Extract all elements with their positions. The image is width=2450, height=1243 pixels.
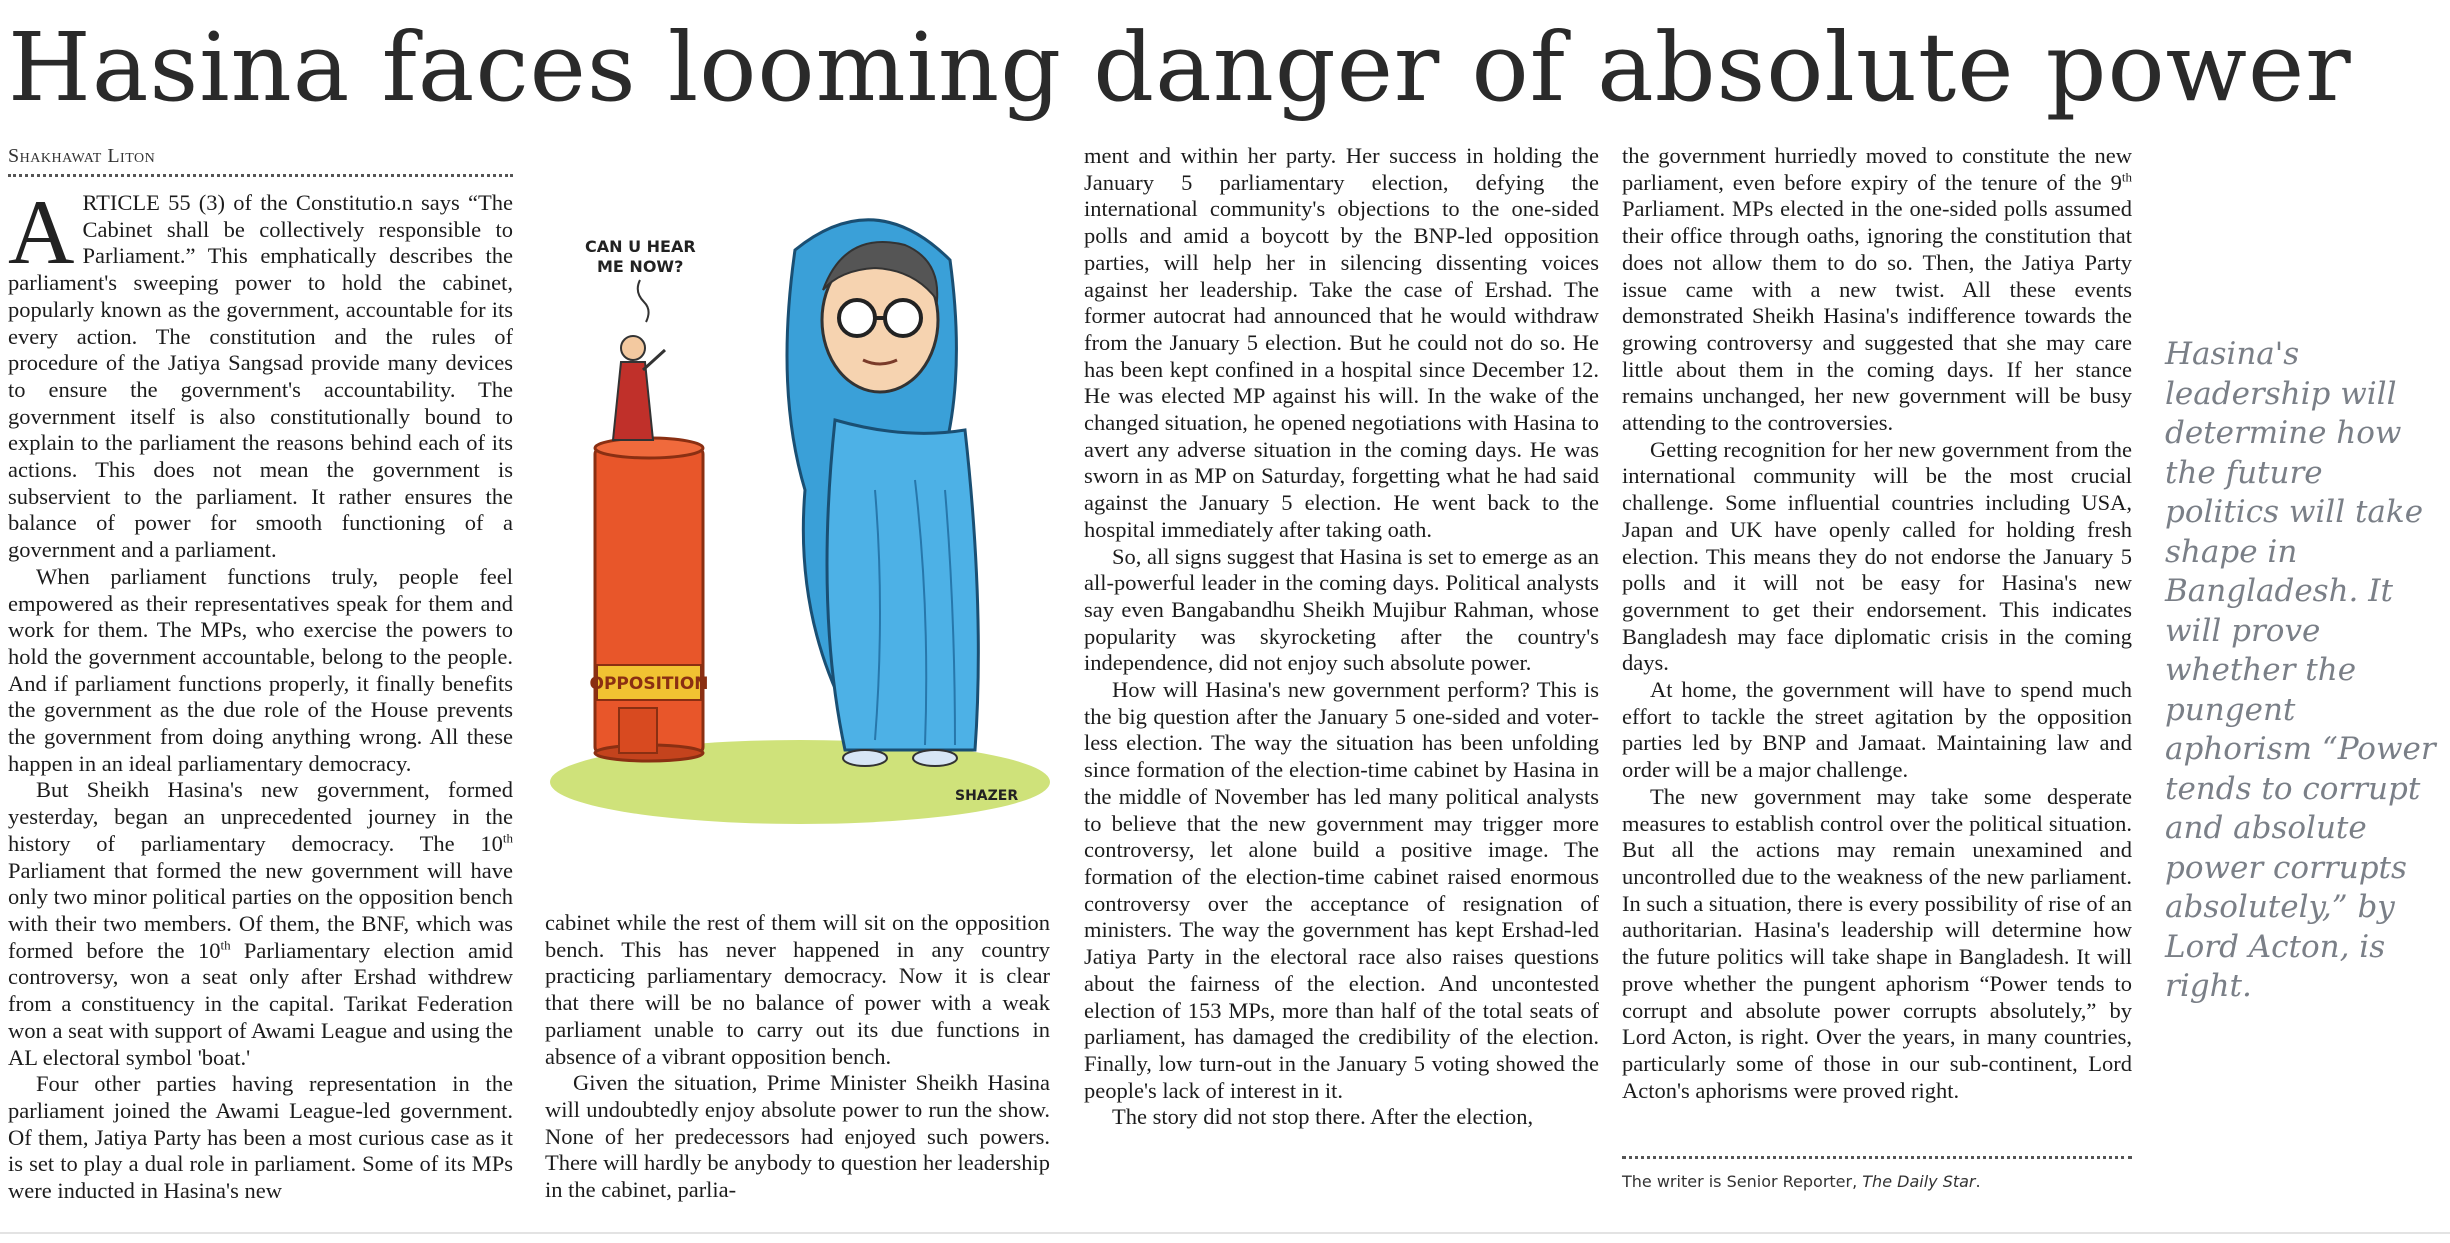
pull-quote: Hasina's leadership will determine how the future politics will take shape in Bangladesh. It will prove whether the pungent aphorism “Power tends to corrupt and absolute power corrupts absolutely,” by Lord Acton, is right. bbox=[2165, 336, 2436, 1004]
article-column-1 bbox=[8, 181, 514, 1205]
paragraph-2: When parliament functions truly, people feel empowered as their representatives speak for them and work for them. The MPs, who exercise the powers to hold the government accountable, belong to the people. And if parliament functions properly, it finally benefits the government as the due role of the House prevents the government from doing anything wrong. All these happen in an ideal parliamentary democracy. bbox=[8, 563, 513, 776]
headline: Hasina faces looming danger of absolute power bbox=[8, 13, 2352, 123]
footer-divider bbox=[1622, 1156, 2132, 1159]
speech-tail bbox=[638, 280, 649, 322]
text-run: But Sheikh Hasina's new government, formed yesterday, began an unprecedented journey in the history of parliamentary democracy. The 10 bbox=[8, 777, 513, 856]
paragraph-at-home: At home, the government will have to spend much effort to tackle the street agitation by the opposition parties led by BNP and Jamaat. Maintaining law and order will be a major challenge. bbox=[1622, 677, 2132, 783]
author-note-text: The writer is Senior Reporter, bbox=[1622, 1172, 1863, 1191]
author-note bbox=[1622, 1172, 2182, 1191]
glasses-left-lens bbox=[839, 300, 875, 336]
foot-left bbox=[843, 750, 887, 766]
paragraph-continued bbox=[1622, 143, 2132, 437]
text-run: Parliamentary election amid controversy, won a seat only after Ershad withdrew from a constituency in the capital. Tarikat Federation won a seat with support of Awami League and using the AL electoral symbol 'boat.' bbox=[8, 937, 514, 1070]
superscript: th bbox=[502, 830, 513, 846]
small-figure-head bbox=[621, 336, 645, 360]
paragraph-story: The story did not stop there. After the election, bbox=[1112, 1104, 1534, 1130]
foot-right bbox=[913, 750, 957, 766]
small-figure-arm bbox=[643, 350, 665, 370]
paragraph-1 bbox=[8, 181, 513, 564]
text-run: the government hurriedly moved to constitute the new parliament, even before expiry of the tenure of the 9 bbox=[1622, 143, 2132, 195]
small-figure-body bbox=[613, 362, 653, 440]
editorial-cartoon bbox=[545, 190, 1055, 840]
page-bottom-rule bbox=[0, 1232, 2450, 1234]
pillar-label-text: OPPOSITION bbox=[589, 674, 709, 694]
text-run: Parliament that formed the new government will have only two minor political parties on the opposition bench with their two members. Of them, the BNF, which was formed before the 10 bbox=[8, 857, 513, 963]
article-column-3 bbox=[1084, 143, 1599, 1131]
paragraph-3 bbox=[8, 777, 513, 1071]
drop-cap: A bbox=[8, 181, 75, 283]
glasses-right-lens bbox=[885, 300, 921, 336]
cartoonist-signature: SHAZER bbox=[955, 788, 1019, 804]
paragraph-given-situation: Given the situation, Prime Minister Sheikh Hasina will undoubtedly enjoy absolute power to run the show. None of her predecessors had enjoyed such powers. There will hardly be anybody to question her leadership in the cabinet, parlia- bbox=[545, 1070, 1050, 1203]
article-column-4 bbox=[1622, 143, 2132, 1104]
speech-text-line-2: ME NOW? bbox=[597, 257, 684, 276]
paragraph-new-government: The new government may take some desperate measures to establish control over the political situation. But all the actions may remain unexamined and uncontrolled due to the weakness of the new parliament. In such a situation, there is every possibility of rise of an authoritarian. Hasina's leadership will determine how the future politics will take shape in Bangladesh. It will prove whether the pungent aphorism “Power tends to corrupt and absolute power corrupts absolutely,” by Lord Acton, is right. Over the years, in many countries, particularly some of those in our sub-continent, Lord Acton's aphorisms were proved right. bbox=[1622, 783, 2132, 1103]
paragraph-all-signs: So, all signs suggest that Hasina is set to emerge as an all-powerful leader in the coming days. Political analysts say even Bangabandhu Sheikh Mujibur Rahman, whose popularity was skyrocketing after the country's independence, did not enjoy such absolute power. bbox=[1084, 543, 1600, 676]
superscript: th bbox=[220, 937, 231, 953]
speech-text-line-1: CAN U HEAR bbox=[585, 237, 696, 256]
article-column-2 bbox=[545, 910, 1050, 1204]
text-run: Parliament. MPs elected in the one-sided polls assumed their office through oaths, ignoring the constitution that does not allow them to do so. Then, the Jatiya Party issue came with a new twist. All these events demonstrated Sheikh Hasina's indifference towards the growing controversy and suggested that she may care little about them in the coming days. If her stance remains unchanged, her new government will be busy attending to the controversies. bbox=[1622, 196, 2132, 436]
author-note-suffix: . bbox=[1975, 1172, 1981, 1191]
pillar-door bbox=[619, 708, 657, 753]
paragraph-recognition: Getting recognition for her new government from the international community will be the most crucial challenge. Some influential countries including USA, Japan and UK have openly called for holding fresh election. This means they do not endorse the January 5 polls and it will not be easy for Hasina's new government to get their endorsement. This indicates Bangladesh may face diplomatic crisis in the coming days. bbox=[1622, 436, 2132, 676]
paragraph-4: Four other parties having representation in the parliament joined the Awami League-led government. Of them, Jatiya Party has been a most curious case as it is set to play a dual role in parliament. Some of its MPs were inducted in Hasina's new bbox=[8, 1071, 513, 1204]
paragraph-continued: ment and within her party. Her success in holding the January 5 parliamentary election, defying the international community's objections to the one-sided polls and amid a boycott by the BNP-led opposition parties, will help her in silencing dissenting voices against her leadership. Take the case of Ershad. The former autocrat had announced that he would withdraw from the January 5 election. But he could not do so. He has been kept confined in a hospital since December 12. He was elected MP against his will. In the wake of the changed situation, he opened negotiations with Hasina to avert any adverse situation in the coming days. He was sworn in as MP on Saturday, forgetting what he had said against the January 5 election. He went back to the hospital immediately after taking oath. bbox=[1084, 143, 1599, 542]
paragraph-continued: cabinet while the rest of them will sit on the opposition bench. This has never happened in any country practicing parliamentary democracy. Now it is clear that there will be no balance of power with a weak parliament unable to carry out its due functions in absence of a vibrant opposition bench. bbox=[545, 910, 1050, 1069]
paragraph-text: RTICLE 55 (3) of the Constitutio.n says “The Cabinet shall be collectively responsible to Parliament.” This emphatically describes the parliament's sweeping power to hold the cabinet, popularly known as the government, accountable for its every action. The constitution and the rules of procedure of the Jatiya Sangsad provide many devices to ensure the government's accountability. The government itself is also constitutionally bound to explain to the parliament the reasons behind each of its actions. This does not mean the government is subservient to the parliament. It rather ensures the balance of power for smooth functioning of a government and a parliament. bbox=[8, 190, 513, 563]
publication-name: The Daily Star bbox=[1862, 1172, 1976, 1191]
byline: Shakhawat Liton bbox=[8, 145, 513, 177]
paragraph-how-will: How will Hasina's new government perform? This is the big question after the January 5 one-sided and voter-less election. The way the situation has been unfolding since formation of the election-time cabinet by Hasina in the middle of November has led many political analysts to believe that the new government may trigger more controversy, let alone build a positive image. The formation of the election-time cabinet raised enormous controversy over the acceptance of resignation of ministers. The way the government has kept Ershad-led Jatiya Party in the electoral race also raises questions about the fairness of the election. And uncontested election of 153 MPs, more than half of the total seats of parliament, has damaged the credibility of the election. Finally, low turn-out in the January 5 voting showed the people's lack of interest in it. bbox=[1084, 677, 1599, 1103]
superscript: th bbox=[2121, 169, 2132, 185]
